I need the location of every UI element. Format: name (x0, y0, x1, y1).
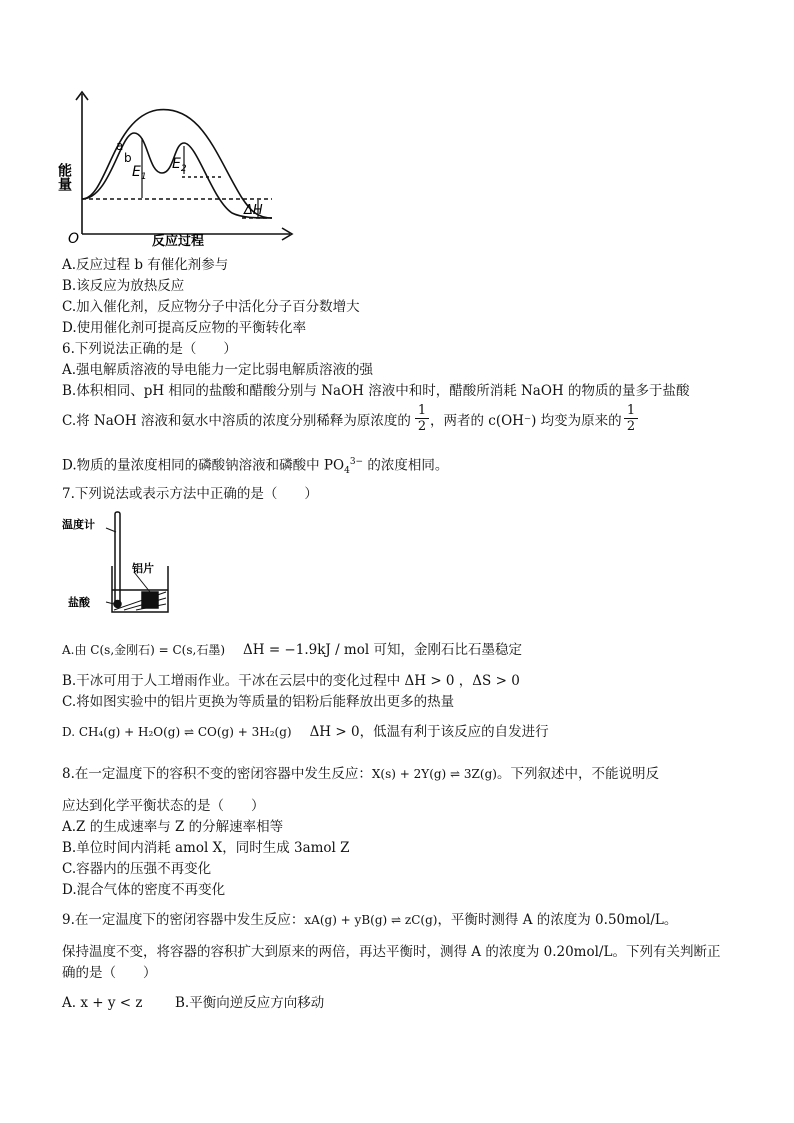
q6-option-a: A.强电解质溶液的导电能力一定比弱电解质溶液的强 (62, 362, 374, 378)
q7-stem: 7.下列说法或表示方法中正确的是（ ） (62, 486, 318, 502)
y-axis-label: 能量 (56, 163, 72, 191)
curve-b-label: b (124, 151, 132, 165)
acid-label: 盐酸 (68, 596, 90, 609)
q8-option-b: B.单位时间内消耗 amol X，同时生成 3amol Z (62, 840, 350, 856)
q6-option-d: D.物质的量浓度相同的磷酸钠溶液和磷酸中 $PO_4^{3-}$ 的浓度相同。 (62, 457, 449, 477)
aluminum-foil (142, 592, 158, 608)
foil-label: 铝片 (132, 562, 154, 575)
q7-option-b: B.干冰可用于人工增雨作业。干冰在云层中的变化过程中 ΔH > 0 ，ΔS > 0 (62, 673, 520, 689)
foil-pointer (134, 572, 150, 592)
e1-label: $E_1$ (132, 164, 147, 182)
thermometer-label: 温度计 (62, 518, 95, 531)
q9-option-a: A. x + y < z (62, 995, 143, 1011)
calorimeter-figure (62, 510, 192, 620)
origin-label: O (68, 231, 80, 247)
q5-option-a: A.反应过程 b 有催化剂参与 (62, 257, 229, 273)
q9-option-b: B.平衡向逆反应方向移动 (175, 995, 325, 1011)
q5-option-b: B.该反应为放热反应 (62, 278, 185, 294)
thermometer-bulb (114, 601, 121, 608)
q9-stem-line2: 保持温度不变，将容器的容积扩大到原来的两倍，再达平衡时，测得 A 的浓度为 0.20mol/L。下列有关判断正 (62, 944, 721, 960)
q8-option-a: A.Z 的生成速率与 Z 的分解速率相等 (62, 819, 284, 835)
q6-fraction-2: $\frac{1}{2}$ (624, 403, 638, 434)
q7-option-d: D. CH₄(g) + H₂O(g) ⇌ CO(g) + 3H₂(g) ΔH > 0，低温有利于该反应的自发进行 (62, 724, 549, 740)
q9-stem-line3: 确的是（ ） (62, 965, 157, 981)
q5-option-c: C.加入催化剂，反应物分子中活化分子百分数增大 (62, 299, 360, 315)
q8-option-c: C.容器内的压强不再变化 (62, 861, 212, 877)
x-axis-label: 反应过程 (152, 234, 205, 249)
q9-stem-line1: 9.在一定温度下的密闭容器中发生反应：xA(g) + yB(g) ⇌ zC(g)，平衡时测得 A 的浓度为 0.50mol/L。 (62, 912, 678, 928)
curve-a-label: a (116, 139, 124, 153)
e2-label: $E_2$ (172, 156, 187, 174)
dh-label: ΔH (244, 203, 263, 218)
q8-option-d: D.混合气体的密度不再变化 (62, 882, 226, 898)
q6-option-c-part2: ，两者的 c(OH⁻) 均变为原来的 (430, 413, 622, 429)
q6-stem: 6.下列说法正确的是（ ） (62, 341, 237, 357)
q8-stem-line2: 应达到化学平衡状态的是（ ） (62, 798, 265, 814)
q6-option-b: B.体积相同、pH 相同的盐酸和醋酸分别与 NaOH 溶液中和时，醋酸所消耗 NaOH 的物质的量多于盐酸 (62, 383, 690, 399)
q5-option-d: D.使用催化剂可提高反应物的平衡转化率 (62, 320, 307, 336)
q6-option-c-part1: C.将 NaOH 溶液和氨水中溶质的浓度分别稀释为原浓度的 (62, 413, 411, 429)
acid-pointer (106, 602, 114, 604)
thermometer (115, 512, 120, 606)
energy-diagram (56, 88, 302, 249)
q8-stem-line1: 8.在一定温度下的容积不变的密闭容器中发生反应：X(s) + 2Y(g) ⇌ 3Z(g)。下列叙述中，不能说明反 (62, 766, 659, 782)
q6-fraction-1: $\frac{1}{2}$ (415, 403, 429, 434)
q7-option-a: A.由 C(s,金刚石) = C(s,石墨) ΔH = −1.9kJ / mol 可知，金刚石比石墨稳定 (62, 642, 522, 658)
q7-option-c: C.将如图实验中的铝片更换为等质量的铝粉后能释放出更多的热量 (62, 694, 455, 710)
